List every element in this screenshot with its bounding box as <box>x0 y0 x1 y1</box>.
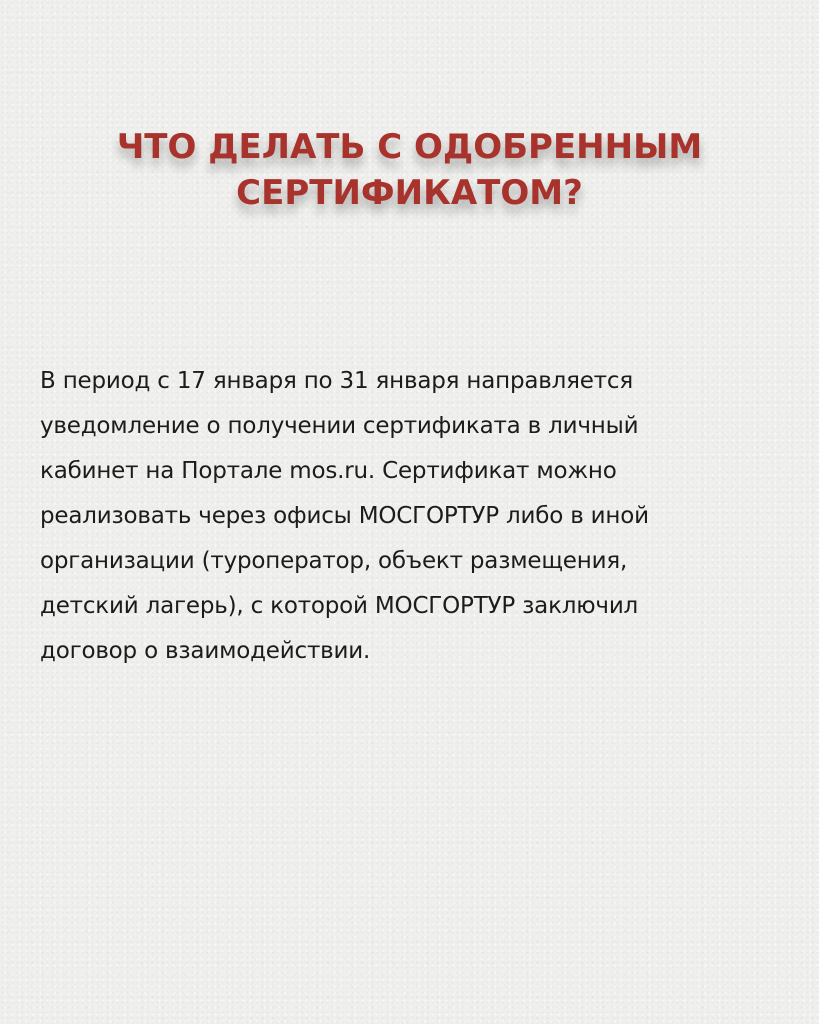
body-line-2: уведомление о получении сертификата в личный <box>40 413 639 439</box>
body-line-5: организации (туроператор, объект размещения, <box>40 548 628 574</box>
body-line-6: детский лагерь), с которой МОСГОРТУР заключил <box>40 593 639 619</box>
body-paragraph <box>40 359 790 674</box>
body-line-7: договор о взаимодействии. <box>40 638 371 664</box>
body-line-1: В период с 17 января по 31 января направляется <box>40 368 633 394</box>
title-line-2: СЕРТИФИКАТОМ? <box>236 173 583 213</box>
title-line-1: ЧТО ДЕЛАТЬ С ОДОБРЕННЫМ <box>116 127 703 167</box>
body-line-3: кабинет на Портале mos.ru. Сертификат можно <box>40 458 617 484</box>
page-title <box>40 124 779 216</box>
body-line-4: реализовать через офисы МОСГОРТУР либо в иной <box>40 503 649 529</box>
